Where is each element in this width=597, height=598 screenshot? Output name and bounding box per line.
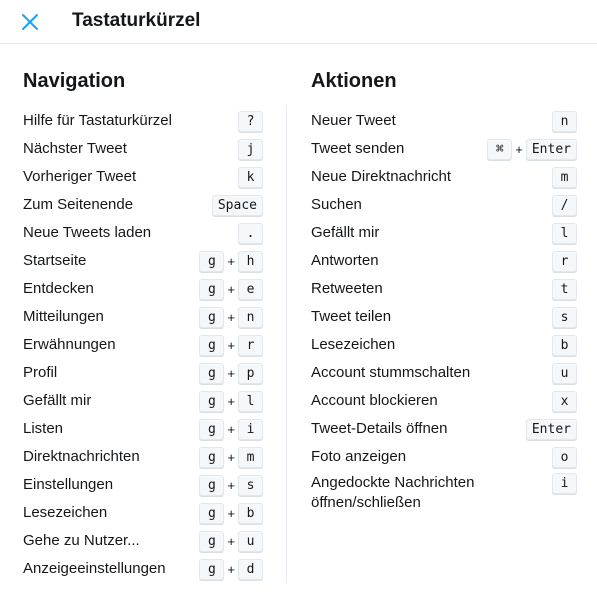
- shortcut-keys: [199, 559, 263, 580]
- shortcut-keys: [199, 307, 263, 328]
- column-divider: [286, 105, 287, 583]
- keycap: n: [552, 111, 577, 132]
- shortcut-row: [23, 247, 263, 275]
- keycap: ?: [238, 111, 263, 132]
- shortcut-label: Direktnachrichten: [23, 448, 140, 465]
- shortcut-keys: [552, 111, 577, 132]
- shortcut-row: [23, 443, 263, 471]
- keycap: l: [552, 223, 577, 244]
- shortcut-row: [311, 135, 577, 163]
- keycap: r: [552, 251, 577, 272]
- shortcut-keys: [552, 473, 577, 494]
- keycap: k: [238, 167, 263, 188]
- keycap: x: [552, 391, 577, 412]
- keycap: e: [238, 279, 263, 300]
- keycap: s: [238, 475, 263, 496]
- shortcut-keys: [238, 167, 263, 188]
- keycap: g: [199, 307, 224, 328]
- shortcut-keys: [199, 279, 263, 300]
- shortcut-row: [23, 191, 263, 219]
- shortcut-row: [23, 219, 263, 247]
- shortcut-row: [311, 443, 577, 471]
- shortcut-label: Tweet teilen: [311, 308, 392, 325]
- dialog-header: [0, 0, 597, 44]
- shortcut-label: Entdecken: [23, 280, 94, 297]
- keycap: .: [238, 223, 263, 244]
- keycap: g: [199, 447, 224, 468]
- shortcut-keys: [487, 139, 577, 160]
- shortcut-row: [23, 387, 263, 415]
- keycap: Enter: [526, 419, 577, 440]
- shortcut-row: [23, 415, 263, 443]
- shortcut-label: Mitteilungen: [23, 308, 104, 325]
- actions-shortcut-list: [311, 107, 577, 517]
- shortcut-keys: [552, 279, 577, 300]
- keycap: i: [238, 419, 263, 440]
- shortcut-row: [311, 247, 577, 275]
- shortcut-label: Erwähnungen: [23, 336, 116, 353]
- shortcut-row: [311, 471, 577, 517]
- shortcut-label: Neuer Tweet: [311, 112, 396, 129]
- dialog-title: Tastaturkürzel: [72, 10, 201, 31]
- shortcut-row: [311, 275, 577, 303]
- plus-separator: +: [227, 533, 235, 549]
- navigation-section: [23, 68, 263, 583]
- shortcut-keys: [552, 167, 577, 188]
- keycap: l: [238, 391, 263, 412]
- keycap: /: [552, 195, 577, 216]
- shortcut-keys: [238, 223, 263, 244]
- plus-separator: +: [227, 365, 235, 381]
- shortcut-row: [311, 219, 577, 247]
- shortcut-keys: [199, 251, 263, 272]
- shortcut-row: [311, 359, 577, 387]
- shortcut-keys: [199, 391, 263, 412]
- plus-separator: +: [227, 337, 235, 353]
- shortcut-keys: [238, 139, 263, 160]
- shortcut-keys: [212, 195, 263, 216]
- keycap: u: [238, 531, 263, 552]
- shortcut-keys: [526, 419, 577, 440]
- keycap: g: [199, 251, 224, 272]
- keycap: g: [199, 559, 224, 580]
- shortcut-label: Antworten: [311, 252, 379, 269]
- shortcut-keys: [199, 335, 263, 356]
- shortcut-row: [23, 359, 263, 387]
- keycap: g: [199, 391, 224, 412]
- keycap: g: [199, 363, 224, 384]
- shortcut-label: Foto anzeigen: [311, 448, 407, 465]
- shortcut-label: Tweet-Details öffnen: [311, 420, 448, 437]
- keycap: g: [199, 531, 224, 552]
- shortcut-label: Zum Seitenende: [23, 196, 134, 213]
- shortcut-label: Tweet senden: [311, 140, 405, 157]
- shortcut-label: Gefällt mir: [23, 392, 92, 409]
- plus-separator: +: [227, 449, 235, 465]
- shortcut-row: [23, 471, 263, 499]
- shortcut-label: Einstellungen: [23, 476, 114, 493]
- shortcut-label: Nächster Tweet: [23, 140, 127, 157]
- shortcut-row: [311, 387, 577, 415]
- shortcut-keys: [199, 531, 263, 552]
- keycap: j: [238, 139, 263, 160]
- close-button[interactable]: [16, 8, 44, 36]
- keycap: r: [238, 335, 263, 356]
- keycap: o: [552, 447, 577, 468]
- shortcut-row: [23, 107, 263, 135]
- shortcut-row: [311, 191, 577, 219]
- keycap: h: [238, 251, 263, 272]
- shortcut-label: Hilfe für Tastaturkürzel: [23, 112, 172, 129]
- plus-separator: +: [227, 309, 235, 325]
- shortcut-label: Neue Direktnachricht: [311, 168, 452, 185]
- shortcut-label: Suchen: [311, 196, 362, 213]
- keycap: m: [552, 167, 577, 188]
- shortcut-label: Angedockte Nachrichten öffnen/schließen: [311, 474, 475, 511]
- plus-separator: +: [227, 561, 235, 577]
- shortcut-label: Listen: [23, 420, 64, 437]
- shortcut-label: Gehe zu Nutzer...: [23, 532, 140, 549]
- shortcut-keys: [199, 475, 263, 496]
- close-icon: [21, 13, 39, 31]
- shortcut-keys: [199, 363, 263, 384]
- shortcut-row: [23, 303, 263, 331]
- plus-separator: +: [515, 141, 523, 157]
- keycap: p: [238, 363, 263, 384]
- shortcut-row: [311, 331, 577, 359]
- shortcut-keys: [199, 419, 263, 440]
- shortcut-row: [23, 275, 263, 303]
- keycap: s: [552, 307, 577, 328]
- shortcut-keys: [552, 391, 577, 412]
- shortcut-keys: [552, 195, 577, 216]
- shortcut-keys: [552, 223, 577, 244]
- shortcut-label: Anzeigeeinstellungen: [23, 560, 166, 577]
- plus-separator: +: [227, 505, 235, 521]
- shortcut-label: Neue Tweets laden: [23, 224, 152, 241]
- actions-section: [311, 68, 577, 517]
- shortcut-keys: [552, 251, 577, 272]
- plus-separator: +: [227, 477, 235, 493]
- shortcut-keys: [552, 307, 577, 328]
- shortcut-row: [311, 107, 577, 135]
- shortcut-keys: [552, 335, 577, 356]
- shortcut-keys: [199, 447, 263, 468]
- keycap: n: [238, 307, 263, 328]
- shortcut-row: [23, 135, 263, 163]
- shortcut-label: Vorheriger Tweet: [23, 168, 137, 185]
- keycap: b: [238, 503, 263, 524]
- navigation-shortcut-list: [23, 107, 263, 583]
- shortcut-row: [23, 527, 263, 555]
- keycap: Enter: [526, 139, 577, 160]
- shortcut-label: Gefällt mir: [311, 224, 380, 241]
- plus-separator: +: [227, 253, 235, 269]
- shortcut-label: Startseite: [23, 252, 87, 269]
- shortcut-keys: [238, 111, 263, 132]
- keycap: m: [238, 447, 263, 468]
- shortcut-row: [23, 163, 263, 191]
- keycap: g: [199, 335, 224, 356]
- keycap: Space: [212, 195, 263, 216]
- shortcut-row: [311, 303, 577, 331]
- shortcut-keys: [552, 447, 577, 468]
- shortcut-row: [311, 163, 577, 191]
- keycap: t: [552, 279, 577, 300]
- shortcut-label: Lesezeichen: [311, 336, 396, 353]
- plus-separator: +: [227, 281, 235, 297]
- shortcut-label: Account stummschalten: [311, 364, 471, 381]
- shortcut-label: Profil: [23, 364, 58, 381]
- actions-heading: Aktionen: [311, 70, 397, 92]
- shortcut-keys: [199, 503, 263, 524]
- shortcut-label: Retweeten: [311, 280, 383, 297]
- keycap: ⌘: [487, 139, 512, 160]
- keycap: g: [199, 503, 224, 524]
- keycap: b: [552, 335, 577, 356]
- navigation-heading: Navigation: [23, 70, 126, 92]
- keycap: g: [199, 419, 224, 440]
- shortcut-row: [23, 555, 263, 583]
- shortcut-label: Account blockieren: [311, 392, 438, 409]
- keycap: i: [552, 473, 577, 494]
- keycap: g: [199, 475, 224, 496]
- shortcut-row: [311, 415, 577, 443]
- shortcut-keys: [552, 363, 577, 384]
- shortcut-label: Lesezeichen: [23, 504, 108, 521]
- plus-separator: +: [227, 393, 235, 409]
- shortcut-row: [23, 499, 263, 527]
- keycap: d: [238, 559, 263, 580]
- shortcut-row: [23, 331, 263, 359]
- plus-separator: +: [227, 421, 235, 437]
- keycap: g: [199, 279, 224, 300]
- keycap: u: [552, 363, 577, 384]
